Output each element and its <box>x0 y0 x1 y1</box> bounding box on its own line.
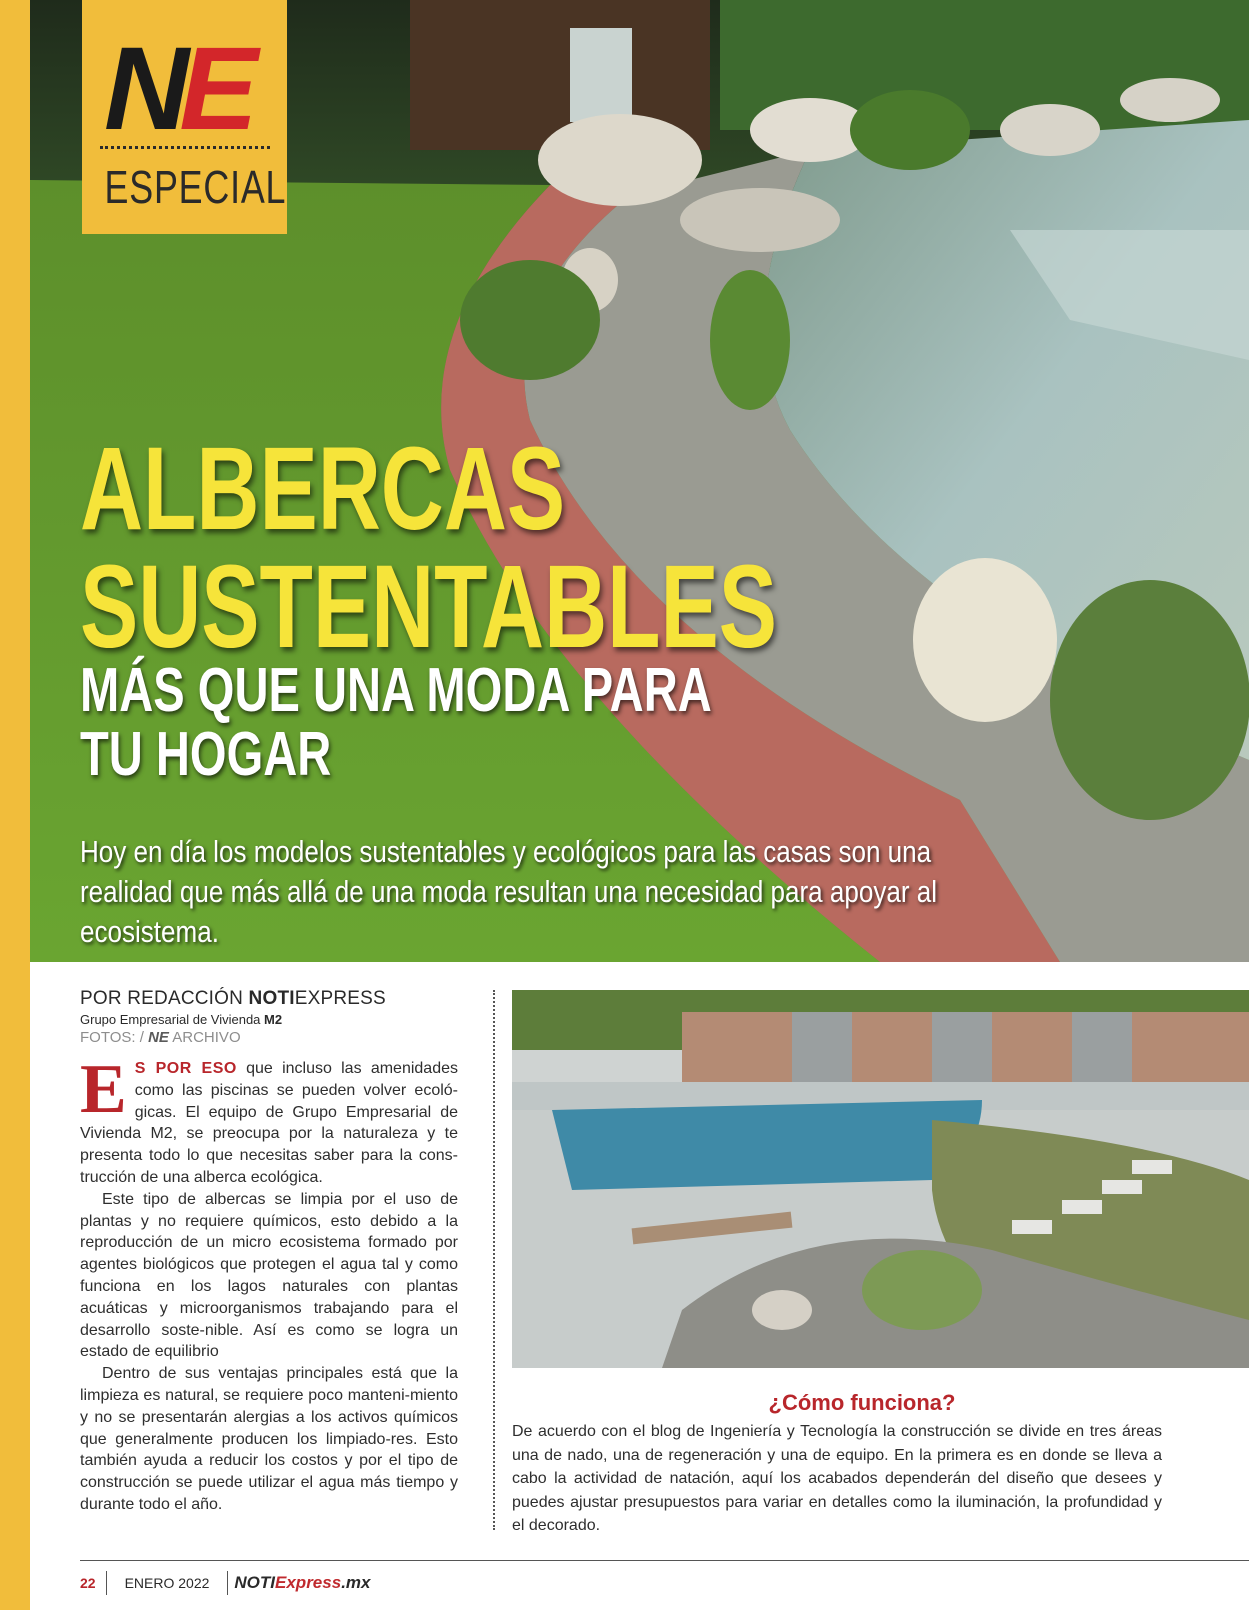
badge-label: ESPECIAL <box>104 161 287 213</box>
byline-prefix: POR REDACCIÓN <box>80 988 244 1009</box>
subheadline-line-2: TU HOGAR <box>80 720 332 789</box>
badge-divider <box>100 146 270 149</box>
body-paragraph-1 <box>80 1051 459 1189</box>
pool-photo <box>512 990 1249 1368</box>
body-paragraph-2: Este tipo de albercas se limpia por el uso de plantas y no requiere químicos, esto debido a la reproducción de un micro ecosistema formado por agentes biológicos que protegen el agua tal y como funciona en los lagos naturales con plantas acuáticas y microorganismos trabajando para el desarrollo soste-nible. Así es como se logra un estado de equilibrio <box>80 1190 458 1361</box>
drop-cap: E <box>80 1051 127 1128</box>
byline-company-tag: M2 <box>264 1012 283 1027</box>
byline <box>80 988 480 1046</box>
left-color-band <box>0 0 30 1610</box>
column-divider <box>493 990 495 1530</box>
subheadline-line-1: MÁS QUE UNA MODA PARA <box>80 656 712 725</box>
photos-prefix: FOTOS: / <box>80 1029 144 1046</box>
byline-company <box>80 1012 480 1027</box>
footer-separator-2 <box>227 1571 228 1595</box>
section-body: De acuerdo con el blog de Ingeniería y Tecnología la construcción se divide en tres áreas una de nado, una de regeneración y una de equipo. En la primera es en donde se lleva a cabo la actividad de natación, aquí los acabados dependerán del diseño que desees y puedes ajustar presupuestos para variar en detalles como la iluminación, la profundidad y el decorado. <box>512 1423 1162 1534</box>
byline-company-name: Grupo Empresarial de Vivienda <box>80 1012 261 1027</box>
byline-brand-b: EXPRESS <box>294 988 386 1009</box>
issue-date: ENERO 2022 <box>124 1575 210 1591</box>
headline-line-2: SUSTENTABLES <box>80 541 777 673</box>
byline-author <box>80 988 480 1010</box>
photos-suffix: ARCHIVO <box>172 1029 241 1046</box>
footer-logo-a: NOTI <box>234 1573 276 1592</box>
lead-in: S POR ESO <box>134 1060 237 1077</box>
ne-logo-n: N <box>104 23 180 155</box>
footer-logo-c: .mx <box>341 1573 371 1592</box>
especial-badge <box>82 0 287 234</box>
body-paragraph-3: Dentro de sus ventajas principales está que la limpieza es natural, se requiere poco manteni-miento y no se presentarán alergias a los activos químicos que generalmente producen los limpiado-res. Esto también ayuda a reducir los costos y por el tipo de construcción se puede utilizar el agua más tiempo y durante todo el año. <box>80 1365 458 1513</box>
byline-brand-a: NOTI <box>248 988 295 1009</box>
ne-logo-e: E <box>179 23 248 155</box>
footer-logo-b: Express <box>275 1573 342 1592</box>
lead-paragraph: Hoy en día los modelos sustentables y ecológicos para las casas son una realidad que más allá de una moda resultan una necesidad para apoyar al ecosistema. <box>80 834 938 949</box>
pool-illustration <box>512 990 1249 1368</box>
footer-separator <box>106 1571 107 1595</box>
photos-ne: NE <box>148 1029 169 1046</box>
ne-logo <box>104 23 248 155</box>
page-number: 22 <box>80 1575 96 1591</box>
section-title: ¿Cómo funciona? <box>768 1390 956 1415</box>
byline-photos <box>80 1029 480 1046</box>
page-footer <box>80 1568 370 1598</box>
footer-rule <box>80 1560 1249 1561</box>
body-column-left <box>80 1051 459 1516</box>
body-paragraph-1-text: que incluso las amenidades como las piscinas se pueden volver ecoló-gicas. El equipo de Grupo Empresarial de Vivienda M2, se preocupa por la naturaleza y te presenta todo lo que necesitas saber para la cons-trucción de una alberca ecológica. <box>80 1060 459 1186</box>
headline-line-1: ALBERCAS <box>80 423 566 555</box>
footer-logo <box>234 1573 370 1593</box>
